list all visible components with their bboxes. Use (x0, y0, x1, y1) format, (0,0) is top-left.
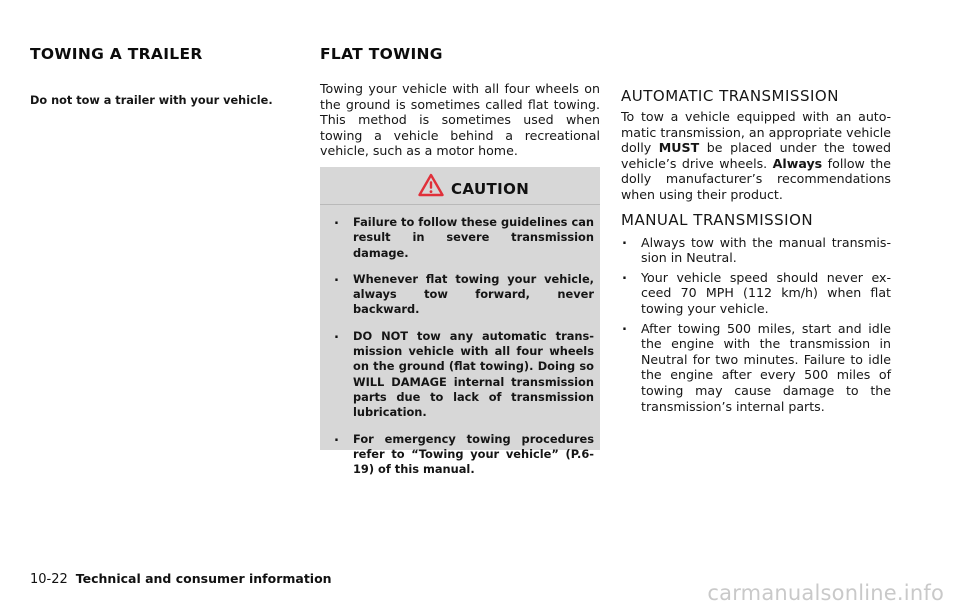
section-title: Technical and consumer information (75, 571, 332, 586)
bullet: . (622, 318, 627, 334)
caution-title: CAUTION (451, 180, 530, 198)
caution-box (320, 167, 600, 477)
caution-item (332, 215, 594, 261)
caution-item-text: Failure to follow these guidelines can result in severe transmission damage. (353, 215, 594, 260)
text-run: To tow a vehicle equipped with an automatic transmission, an appropriate vehicle dolly (621, 109, 891, 156)
automatic-transmission-heading: AUTOMATIC TRANSMISSION (621, 87, 839, 105)
transmission-section (621, 87, 891, 418)
watermark: carmanualsonline.info (707, 581, 944, 605)
manual-item (621, 267, 891, 317)
flat-towing-section (320, 81, 600, 159)
manual-item-text: After towing 500 miles, start and idle the engine with the transmission in Neutral for two minutes. Failure to idle the engine after every 500 miles of towing may cause damage to the transmission’s internal parts. (641, 320, 891, 414)
caution-item-text: Whenever flat towing your vehicle, always tow forward, never backward. (353, 271, 594, 317)
page-number: 10-22 (30, 572, 68, 587)
caution-list (332, 215, 594, 488)
manual-item-text: Always tow with the manual transmission in Neutral. (641, 234, 891, 266)
emphasis-always: Always (772, 155, 823, 171)
bullet: . (622, 232, 627, 248)
text-run: be placed under the towed vehicle’s drive wheels. (621, 140, 891, 171)
trailer-section (30, 83, 300, 119)
emphasis-must: MUST (658, 140, 700, 156)
bullet: . (334, 326, 339, 342)
flat-towing-intro: Towing your vehicle with all four wheels on the ground is sometimes called flat towing. This method is sometimes used when towing a vehicle behind a recreational vehicle, such as a motor home. (320, 81, 600, 159)
page-footer (30, 571, 332, 587)
manual-list (621, 232, 891, 415)
manual-item (621, 232, 891, 266)
automatic-transmission-text (621, 109, 891, 203)
caution-item (332, 429, 594, 478)
bullet: . (622, 267, 627, 283)
bullet: . (334, 213, 339, 228)
bullet: . (334, 269, 339, 285)
caution-item (332, 269, 594, 318)
caution-item-text: DO NOT tow any automatic transmission vehicle with all four wheels on the ground (flat towing). Doing so WILL DAMAGE internal transmission parts due to lack of transmission lubrication. (353, 328, 594, 420)
flat-towing-heading: FLAT TOWING (320, 45, 443, 63)
towing-trailer-heading: TOWING A TRAILER (30, 45, 203, 63)
manual-transmission-heading: MANUAL TRANSMISSION (621, 210, 814, 229)
manual-item-text: Your vehicle speed should never exceed 70 MPH (112 km/h) when flat towing your vehicle. (641, 269, 891, 316)
trailer-text: Do not tow a trailer with your vehicle. (30, 94, 273, 108)
caution-item-text: For emergency towing procedures refer to “Towing your vehicle” (P.6-19) of this manual. (353, 431, 594, 477)
bullet: . (334, 429, 339, 445)
caution-item (332, 326, 594, 421)
text-run: follow the dolly manufacturer’s recommendations when using their product. (621, 155, 891, 202)
manual-item (621, 318, 891, 415)
warning-triangle-icon (418, 173, 444, 197)
caution-header (320, 167, 600, 205)
